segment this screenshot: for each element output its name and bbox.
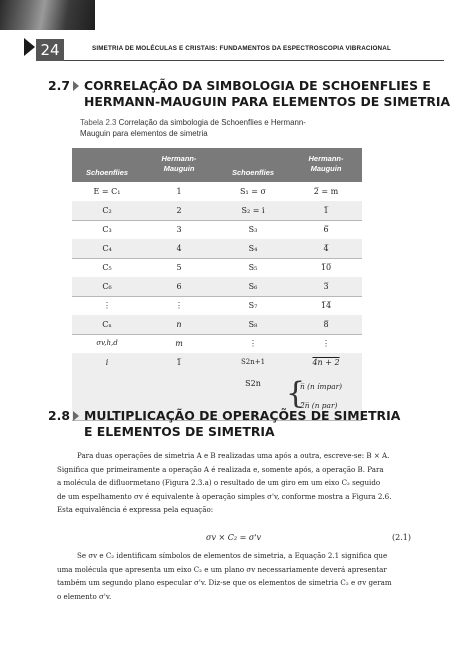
table-row bbox=[72, 353, 362, 373]
table-row bbox=[72, 182, 362, 202]
table-cell: S₄ bbox=[248, 244, 258, 253]
table-row bbox=[72, 334, 362, 354]
table-cell: 1̅ bbox=[176, 358, 182, 367]
table-cell: ⋮ bbox=[322, 339, 330, 348]
equation-2-1: σv × C₂ = σ'v bbox=[206, 533, 262, 542]
table-caption bbox=[80, 118, 350, 139]
table-cell: σv,h,d bbox=[96, 339, 118, 347]
text-line: a molécula de difluormetano (Figura 2.3.a) o resultado de um giro em um eixo C₂ seguido bbox=[57, 478, 381, 488]
table-cell: S₅ bbox=[248, 263, 258, 272]
table-cell: n bbox=[176, 320, 182, 329]
table-cell: S₆ bbox=[248, 282, 258, 291]
table-cell: C₅ bbox=[102, 263, 112, 272]
table-cell: ⋮ bbox=[249, 339, 257, 348]
table-row bbox=[72, 315, 362, 335]
page-number: 24 bbox=[36, 39, 64, 61]
table-row bbox=[72, 220, 362, 240]
running-header bbox=[24, 30, 462, 60]
table-cell: 3̅ bbox=[323, 282, 329, 291]
header-hm-2 bbox=[290, 154, 362, 174]
table-cell: S2n bbox=[245, 379, 261, 388]
header-schoenflies-2: Schoenflies bbox=[231, 168, 275, 177]
table-cell: 3 bbox=[176, 225, 182, 234]
table-cell: m bbox=[175, 339, 183, 348]
table-cell: S₂ = i bbox=[241, 206, 265, 215]
option-even: 2̅n̅ (n par) bbox=[300, 401, 338, 410]
text-line: uma molécula que apresenta um eixo C₂ e um plano σv necessariamente deverá apresentar bbox=[57, 564, 387, 574]
table-row bbox=[72, 201, 362, 221]
table-cell: ⋮ bbox=[175, 301, 183, 310]
table-cell: 1̅0̅ bbox=[320, 263, 332, 272]
table-cell: E = C₁ bbox=[93, 187, 121, 196]
table-cell: C₃ bbox=[102, 225, 112, 234]
table-cell: 6̅ bbox=[323, 225, 329, 234]
body-paragraph-1 bbox=[57, 449, 427, 517]
table-cell: S₇ bbox=[248, 301, 258, 310]
table-cell: i bbox=[105, 358, 109, 367]
header-hm-1-line1: Hermann- bbox=[161, 154, 197, 163]
section-number: 2.8 bbox=[48, 408, 70, 423]
text-line: Esta equivalência é expressa pela equação: bbox=[57, 505, 214, 515]
table-row bbox=[72, 258, 362, 278]
table-cell: S₈ bbox=[248, 320, 258, 329]
table-cell: 5 bbox=[176, 263, 182, 272]
section-number: 2.7 bbox=[48, 78, 70, 93]
text-line: Significa que primeiramente a operação A é realizada e, somente após, a operação B. Para bbox=[57, 464, 384, 474]
brace-symbol: { bbox=[286, 376, 306, 411]
text-line: Se σv e C₂ identificam símbolos de elementos de simetria, a Equação 2.1 significa que bbox=[77, 551, 388, 560]
table-cell: S2n+1 bbox=[240, 358, 266, 366]
table-row bbox=[72, 277, 362, 297]
header-hm-1 bbox=[142, 154, 216, 174]
text-line: Para duas operações de simetria A e B realizadas uma após a outra, escreve-se: B × A. bbox=[77, 451, 390, 460]
table-cell: C₆ bbox=[102, 282, 112, 291]
table-cell: 4 bbox=[176, 244, 182, 253]
option-odd: n̅ (n ímpar) bbox=[300, 382, 343, 391]
table-cell: 1̅4̅ bbox=[320, 301, 332, 310]
caption-label: Tabela 2.3 bbox=[80, 118, 117, 127]
section-title-line1: CORRELAÇÃO DA SIMBOLOGIA DE SCHOENFLIES E bbox=[84, 78, 431, 93]
header-divider bbox=[64, 60, 444, 61]
section-title-line1: MULTIPLICAÇÃO DE OPERAÇÕES DE SIMETRIA bbox=[84, 408, 401, 423]
table-cell: 4̅ bbox=[323, 244, 329, 253]
triangle-bullet-icon bbox=[73, 411, 79, 421]
table-header bbox=[72, 148, 362, 182]
header-arrow-icon bbox=[24, 38, 35, 56]
header-hm-2-line1: Hermann- bbox=[308, 154, 344, 163]
header-decoration bbox=[0, 0, 95, 30]
text-line: também um segundo plano especular σ'v. Diz-se que os elementos de simetria C₂ e σv geram bbox=[57, 578, 392, 588]
section-heading-2-8 bbox=[48, 408, 448, 442]
table-row bbox=[72, 296, 362, 316]
section-heading-2-7 bbox=[48, 78, 451, 112]
equation-number: (2.1) bbox=[392, 533, 411, 542]
table-cell: ⋮ bbox=[103, 301, 111, 310]
table-cell: 2 bbox=[176, 206, 182, 215]
table-cell: S₃ bbox=[248, 225, 258, 234]
triangle-bullet-icon bbox=[73, 81, 79, 91]
caption-text-line1: Correlação da simbologia de Schoenflies e Hermann- bbox=[118, 118, 306, 127]
running-title: SIMETRIA DE MOLÉCULAS E CRISTAIS: FUNDAMENTOS DA ESPECTROSCOPIA VIBRACIONAL bbox=[92, 45, 391, 52]
table-cell: C₄ bbox=[102, 244, 112, 253]
text-line: de um espelhamento σv é equivalente à operação simples σ'v, conforme mostra a Figura 2.6. bbox=[57, 491, 392, 501]
table-cell: Cₙ bbox=[102, 320, 112, 329]
section-title-line2: HERMANN-MAUGUIN PARA ELEMENTOS DE SIMETRIA bbox=[84, 94, 451, 109]
table-row bbox=[72, 239, 362, 259]
table-cell: 1 bbox=[176, 187, 182, 196]
header-hm-2-line2: Mauguin bbox=[310, 164, 342, 173]
table-cell: 1̅ bbox=[323, 206, 329, 215]
table-cell: 2̅ = m bbox=[313, 187, 339, 196]
header-schoenflies-1: Schoenflies bbox=[85, 168, 129, 177]
table-cell: C₂ bbox=[102, 206, 112, 215]
table-cell: 4n + 2 bbox=[312, 358, 340, 367]
section-title-line2: E ELEMENTOS DE SIMETRIA bbox=[84, 424, 275, 439]
header-hm-1-line2: Mauguin bbox=[163, 164, 195, 173]
text-line: o elemento σ'v. bbox=[57, 591, 112, 601]
table-cell: 8̅ bbox=[323, 320, 329, 329]
caption-text-line2: Mauguin para elementos de simetria bbox=[80, 128, 208, 138]
body-paragraph-2 bbox=[57, 549, 427, 603]
table-cell: S₁ = σ bbox=[240, 187, 266, 196]
table-cell: 6 bbox=[176, 282, 182, 291]
